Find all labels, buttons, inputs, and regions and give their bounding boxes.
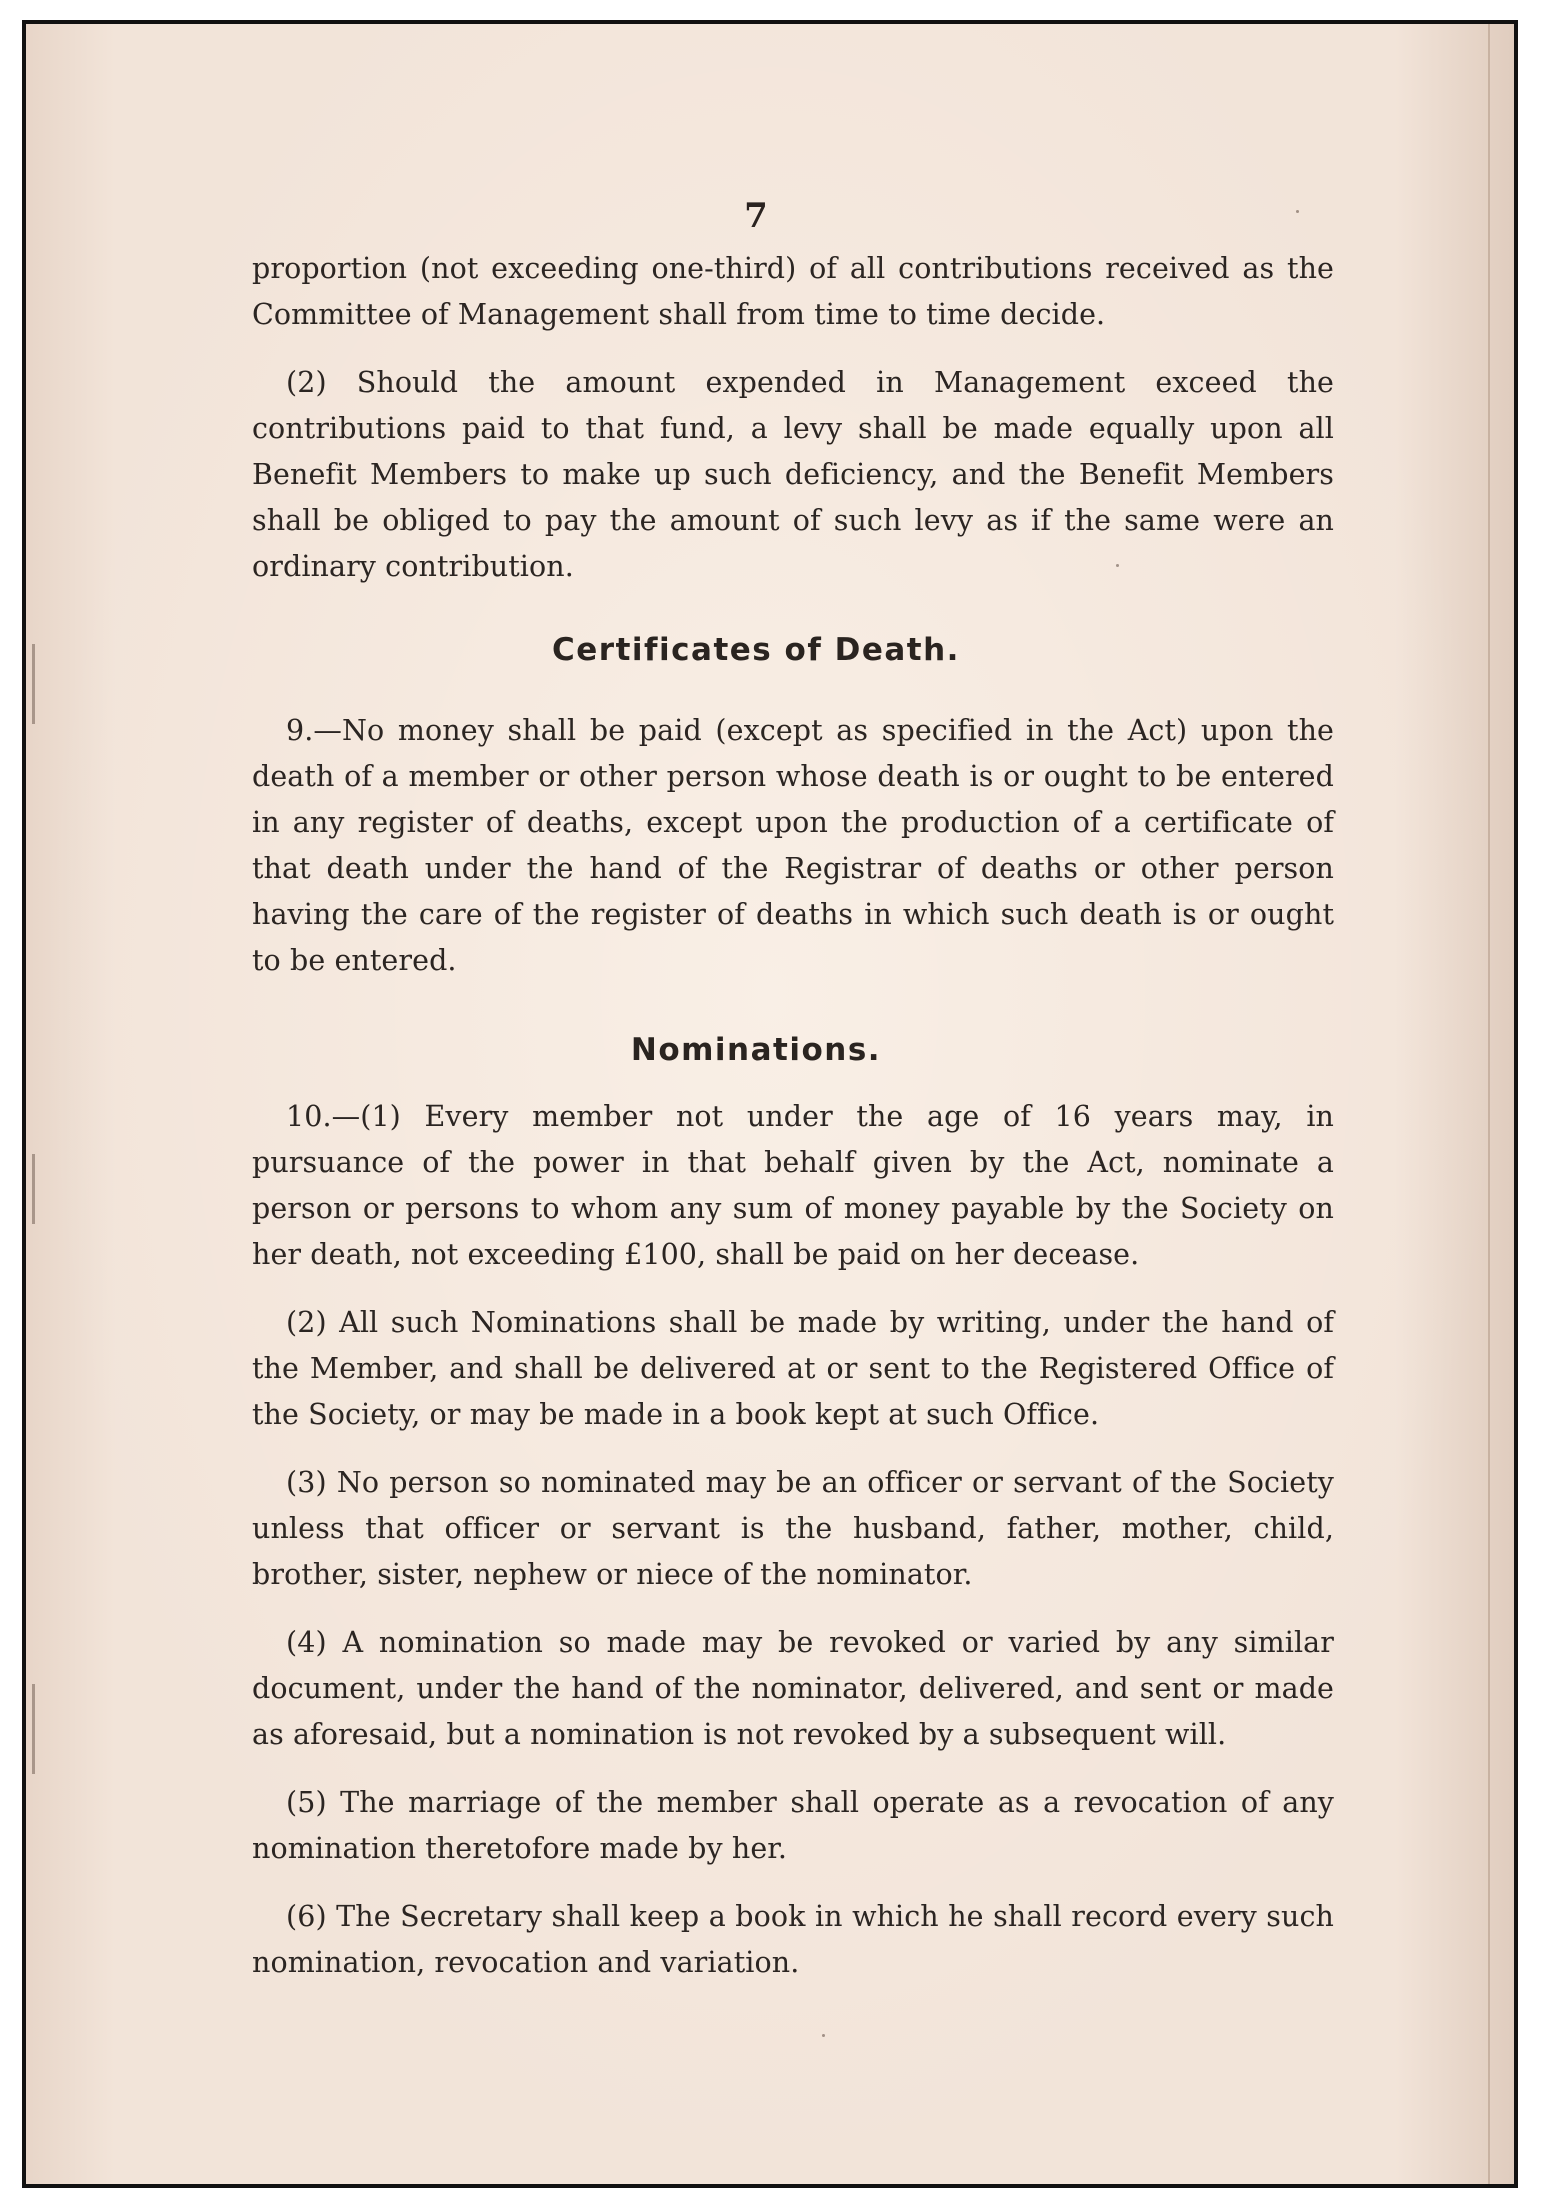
death-section <box>252 708 1334 1006</box>
margin-mark <box>32 1154 35 1224</box>
paper-speck <box>822 2034 825 2037</box>
fund-section <box>252 246 1334 612</box>
page-frame <box>22 20 1518 2188</box>
heading-nominations: Nominations. <box>630 1032 882 1068</box>
paragraph-8-2: (2) Should the amount expended in Management exceed the contributions paid to that fund, a levy shall be made equally upon all Benefit Members to make up such deficiency, and the Benefit Members shall be obliged to pay the amount of such levy as if the same were an ordinary contribution. <box>252 366 1334 583</box>
page-edge-line <box>1488 24 1490 2184</box>
margin-mark <box>32 1684 35 1774</box>
paragraph-continued: proportion (not exceeding one-third) of all contributions received as the Committee of Management shall from time to time decide. <box>252 252 1334 331</box>
paragraph-9: 9.—No money shall be paid (except as specified in the Act) upon the death of a member or other person whose death is or ought to be entered in any register of deaths, except upon the production of a certificate of that death under the hand of the Registrar of deaths or other person having the care of the register of deaths in which such death is or ought to be entered. <box>252 714 1334 977</box>
paragraph-10-1: 10.—(1) Every member not under the age of 16 years may, in pursuance of the power in that behalf given by the Act, nominate a person or persons to whom any sum of money payable by the Society on her death, not exceeding £100, shall be paid on her decease. <box>252 1100 1334 1271</box>
paragraph-10-2: (2) All such Nominations shall be made by writing, under the hand of the Member, and shall be delivered at or sent to the Registered Office of the Society, or may be made in a book kept at such Office. <box>252 1306 1334 1431</box>
paragraph-10-6: (6) The Secretary shall keep a book in which he shall record every such nomination, revocation and variation. <box>252 1900 1334 1979</box>
page-number: 7 <box>744 196 768 236</box>
nominations-section <box>252 1094 1334 2008</box>
heading-certificates-of-death: Certificates of Death. <box>552 632 960 668</box>
paragraph-10-5: (5) The marriage of the member shall operate as a revocation of any nomination theretofore made by her. <box>252 1786 1334 1865</box>
paragraph-10-3: (3) No person so nominated may be an officer or servant of the Society unless that officer or servant is the husband, father, mother, child, brother, sister, nephew or niece of the nominator. <box>252 1466 1334 1591</box>
paragraph-10-4: (4) A nomination so made may be revoked or varied by any similar document, under the hand of the nominator, delivered, and sent or made as aforesaid, but a nomination is not revoked by a subsequent will. <box>252 1626 1334 1751</box>
